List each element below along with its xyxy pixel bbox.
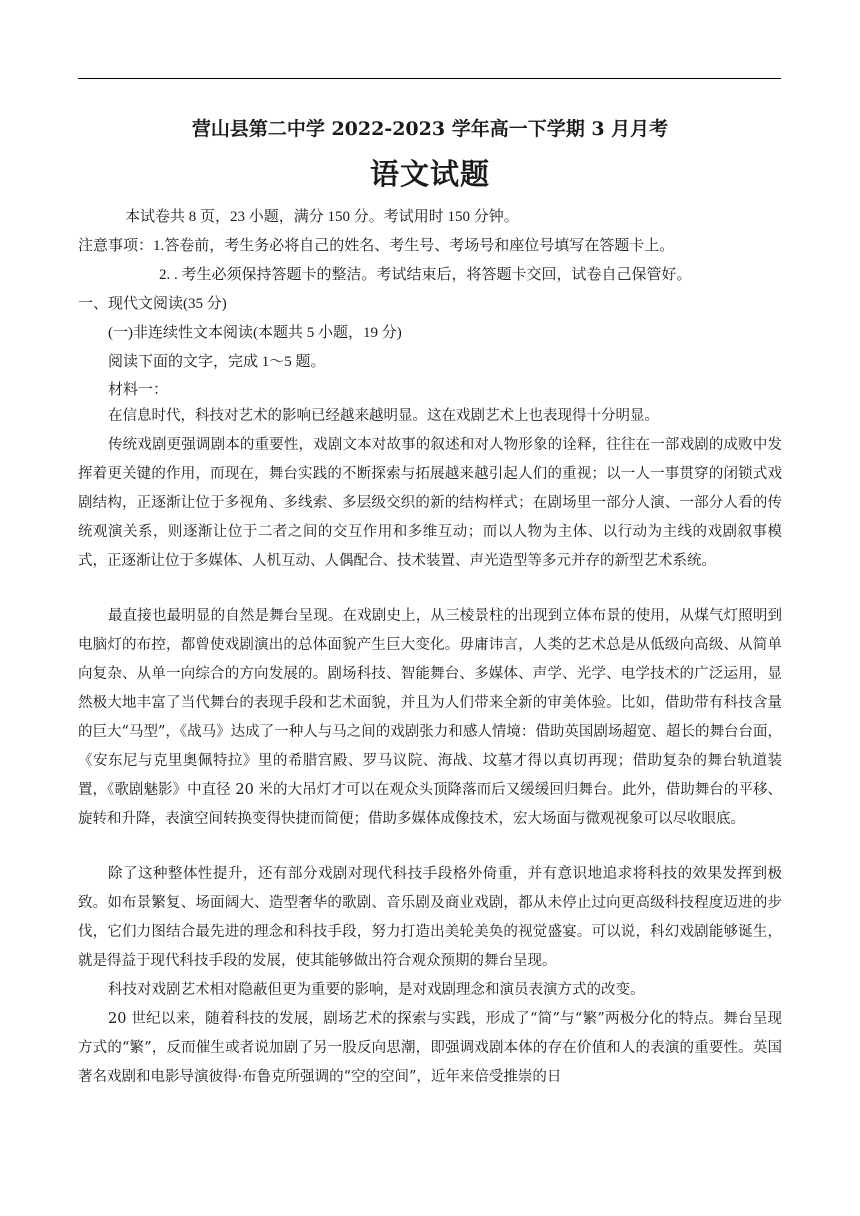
paragraph: 除了这种整体性提升，还有部分戏剧对现代科技手段格外倚重，并有意识地追求将科技的效果发挥到极致。如布景繁复、场面阔大、造型奢华的歌剧、音乐剧及商业戏剧，都从未停止过向更高级科技程度迈进的步伐，它们力图结合最先进的理念和科技手段，努力打造出美轮美奂的视觉盛宴。可以说，科幻戏剧能够诞生，就是得益于现代科技手段的发展，使其能够做出符合观众预期的舞台呈现。 <box>78 866 782 969</box>
exam-title: 语文试题 <box>369 157 490 191</box>
paragraph: 科技对戏剧艺术相对隐蔽但更为重要的影响，是对戏剧理念和演员表演方式的改变。 <box>108 982 645 998</box>
exam-subtitle: 营山县第二中学 2022-2023 学年高一下学期 3 月月考 <box>191 118 669 140</box>
paragraph: 传统戏剧更强调剧本的重要性，戏剧文本对故事的叙述和对人物形象的诠释，往往在一部戏剧的成败中发挥着更关键的作用，而现在，舞台实践的不断探索与拓展越来越引起人们的重视；以一人一事贯穿的闭锁式戏剧结构，正逐渐让位于多视角、多线索、多层级交织的新的结构样式；在剧场里一部分人演、一部分人看的传统观演关系，则逐渐让位于二者之间的交互作用和多维互动；而以人物为主体、以行动为主线的戏剧叙事模式，正逐渐让位于多媒体、人机互动、人偶配合、技术装置、声光造型等多元并存的新型艺术系统。 <box>78 437 782 569</box>
paragraph: 最直接也最明显的自然是舞台呈现。在戏剧史上，从三棱景柱的出现到立体布景的使用，从煤气灯照明到电脑灯的布控，都曾使戏剧演出的总体面貌产生巨大变化。毋庸讳言，人类的艺术总是从低级向高级、从简单向复杂、从单一向综合的方向发展的。剧场科技、智能舞台、多媒体、声学、光学、电学技术的广泛运用，显然极大地丰富了当代舞台的表现手段和艺术面貌，并且为人们带来全新的审美体验。比如，借助带有科技含量的巨大“马型”，《战马》达成了一种人与马之间的戏剧张力和感人情境：借助英国剧场超宽、超长的舞台台面，《安东尼与克里奥佩特拉》里的希腊宫殿、罗马议院、海战、坟墓才得以真切再现；借助复杂的舞台轨道装置，《歌剧魅影》中直径 20 米的大吊灯才可以在观众头顶降落而后又缓缓回归舞台。此外，借助舞台的平移、旋转和升降，表演空间转换变得快捷而简便；借助多媒体成像技术，宏大场面与微观视象可以尽收眼底。 <box>78 608 782 827</box>
notice-item-2: 2. . 考生必须保持答题卡的整洁。考试结束后，将答题卡交回，试卷自己保管好。 <box>159 267 692 283</box>
section-heading: 一、现代文阅读(35 分) <box>78 296 227 312</box>
notice-item-1: 注意事项：1.答卷前，考生务必将自己的姓名、考生号、考场号和座位号填写在答题卡上。 <box>78 238 675 254</box>
subsection-heading: (一)非连续性文本阅读(本题共 5 小题，19 分) <box>108 325 402 341</box>
paragraph: 在信息时代，科技对艺术的影响已经越来越明显。这在戏剧艺术上也表现得十分明显。 <box>108 408 659 424</box>
header-rule <box>78 78 781 79</box>
reading-instruction: 阅读下面的文字，完成 1～5 题。 <box>108 354 326 370</box>
paragraph: 20 世纪以来，随着科技的发展，剧场艺术的探索与实践，形成了“简”与“繁”两极分化的特点。舞台呈现方式的“繁”，反而催生或者说加剧了另一股反向思潮，即强调戏剧本体的存在价值和人的表演的重要性。英国著名戏剧和电影导演彼得·布鲁克所强调的“空的空间”，近年来倍受推崇的日 <box>78 1011 782 1085</box>
material-label: 材料一： <box>108 382 169 398</box>
exam-info-line: 本试卷共 8 页，23 小题，满分 150 分。考试用时 150 分钟。 <box>125 209 519 225</box>
